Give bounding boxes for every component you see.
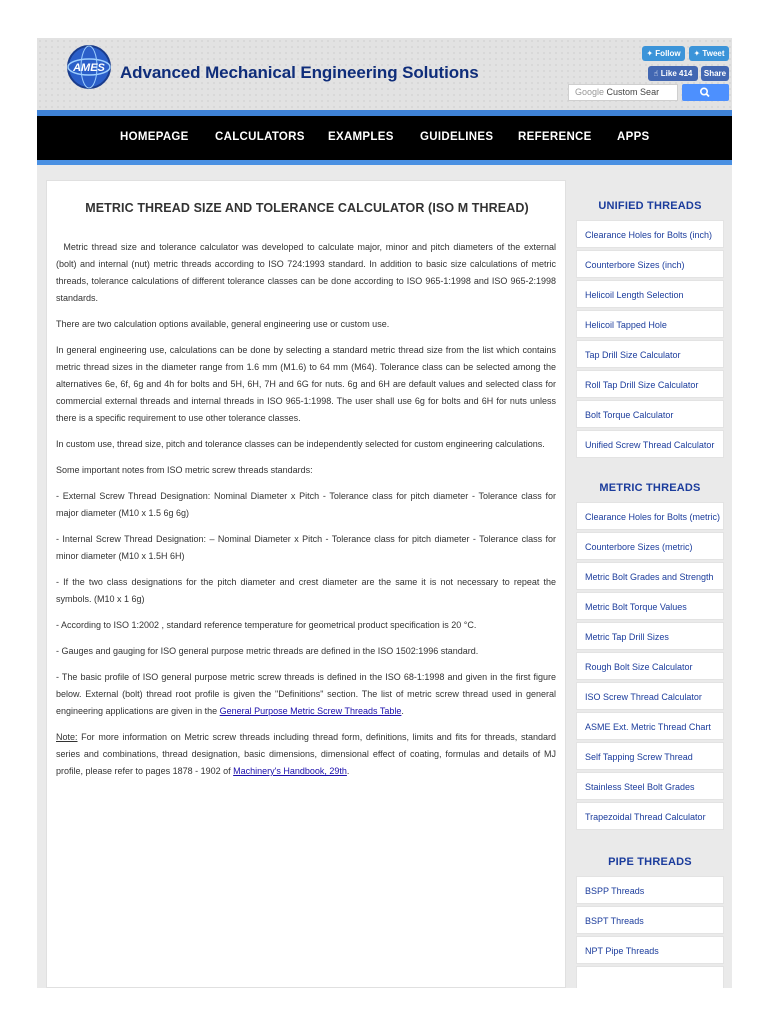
paragraph: [56, 669, 556, 720]
site-title[interactable]: Advanced Mechanical Engineering Solutions: [120, 63, 479, 82]
sidebar-item[interactable]: BSPT Threads: [576, 906, 724, 934]
search-icon: [682, 84, 729, 101]
machinerys-handbook-link[interactable]: Machinery's Handbook, 29th: [233, 766, 347, 776]
article-body: [56, 239, 556, 789]
sidebar-item[interactable]: Bolt Torque Calculator: [576, 400, 724, 428]
paragraph: There are two calculation options available, general engineering use or custom use.: [56, 319, 390, 329]
sidebar-item[interactable]: Metric Tap Drill Sizes: [576, 622, 724, 650]
paragraph-text: .: [346, 766, 350, 776]
paragraph: In general engineering use, calculations can be done by selecting a standard metric thread size from the list which contains metric thread sizes in the diameter range from 1.6 mm (M1.6) to 64 mm (M64). Tolerance class can be selected among the alternatives 6e, 6f, 6g and 4h for bolts and 5H, 6H, 7H and 6G for nuts. 6g and 6H are default values and selected class for commercial external threads and internal threads in ISO 965-1:1998. The user shall use 6g for bolts and 6H for nuts unless there is a specific requirement to use other tolerance classes.: [56, 345, 556, 423]
paragraph-text: .: [401, 706, 404, 716]
paragraph-text: For more information on Metric screw threads including thread form, definitions, limits and fits for threads, standard series and combinations, thread designation, basic dimensions, dimensional effect of coating, formulas and details of MJ profile, please refer to pages 1878 - 1902 of: [56, 732, 556, 776]
sidebar-heading-unified: UNIFIED THREADS: [598, 200, 702, 212]
note-label: Note:: [56, 732, 78, 742]
sidebar-item[interactable]: Unified Screw Thread Calculator: [576, 430, 724, 458]
nav-apps[interactable]: APPS: [617, 131, 650, 143]
tweet-button[interactable]: [689, 46, 729, 61]
sidebar-item[interactable]: Metric Bolt Grades and Strength: [576, 562, 724, 590]
paragraph: - Internal Screw Thread Designation: – Nominal Diameter x Pitch - Tolerance class for pitch diameter - Tolerance class for minor diameter (M10 x 1.5H 6H): [56, 534, 556, 561]
metric-threads-section: [576, 474, 724, 832]
paragraph: - If the two class designations for the pitch diameter and crest diameter are the same it is not necessary to repeat the symbols. (M10 x 1 6g): [56, 577, 556, 604]
sidebar-item[interactable]: Helicoil Length Selection: [576, 280, 724, 308]
sidebar-item[interactable]: Clearance Holes for Bolts (inch): [576, 220, 724, 248]
sidebar-item-empty: [576, 966, 724, 988]
nav-guidelines[interactable]: GUIDELINES: [420, 131, 494, 143]
facebook-share-button[interactable]: Share: [701, 66, 729, 81]
site-header: [37, 38, 732, 110]
sidebar-item[interactable]: Helicoil Tapped Hole: [576, 310, 724, 338]
sidebar-item[interactable]: Trapezoidal Thread Calculator: [576, 802, 724, 830]
sidebar-item[interactable]: Self Tapping Screw Thread: [576, 742, 724, 770]
nav-top-border: [37, 110, 732, 116]
metric-threads-table-link[interactable]: General Purpose Metric Screw Threads Table: [219, 706, 402, 716]
ames-logo[interactable]: [66, 44, 112, 90]
search-button[interactable]: [682, 84, 729, 101]
search-brand: Google: [575, 87, 605, 97]
pipe-threads-section: [576, 848, 724, 988]
main-content: [46, 180, 566, 988]
sidebar-heading-metric: METRIC THREADS: [599, 482, 701, 494]
thumbs-up-icon: ☝: [653, 69, 659, 78]
main-nav: [37, 110, 732, 160]
paragraph: [56, 729, 556, 780]
paragraph: In custom use, thread size, pitch and tolerance classes can be independently selected for custom engineering calculations.: [56, 439, 545, 449]
nav-examples[interactable]: EXAMPLES: [328, 131, 394, 143]
sidebar-item[interactable]: BSPP Threads: [576, 876, 724, 904]
nav-calculators[interactable]: CALCULATORS: [215, 131, 305, 143]
sidebar-item[interactable]: Tap Drill Size Calculator: [576, 340, 724, 368]
nav-bottom-border: [37, 160, 732, 165]
paragraph: [56, 239, 556, 307]
sidebar-item[interactable]: Clearance Holes for Bolts (metric): [576, 502, 724, 530]
nav-reference[interactable]: REFERENCE: [518, 131, 592, 143]
facebook-like-button[interactable]: [648, 66, 698, 81]
search-placeholder: Custom Sear: [606, 87, 660, 97]
follow-label: Follow: [655, 49, 681, 58]
sidebar-item[interactable]: Counterbore Sizes (metric): [576, 532, 724, 560]
sidebar-item[interactable]: Counterbore Sizes (inch): [576, 250, 724, 278]
nav-homepage[interactable]: HOMEPAGE: [120, 131, 189, 143]
sidebar-item[interactable]: ISO Screw Thread Calculator: [576, 682, 724, 710]
paragraph: - According to ISO 1:2002 , standard reference temperature for geometrical product specification is 20 °C.: [56, 620, 477, 630]
sidebar-heading-pipe: PIPE THREADS: [608, 856, 692, 868]
search-input[interactable]: [568, 84, 678, 101]
twitter-bird-icon: ✦: [693, 49, 701, 58]
sidebar: [576, 180, 724, 988]
tweet-label: Tweet: [702, 49, 725, 58]
paragraph: Some important notes from ISO metric screw threads standards:: [56, 465, 313, 475]
sidebar-item[interactable]: Rough Bolt Size Calculator: [576, 652, 724, 680]
sidebar-item[interactable]: ASME Ext. Metric Thread Chart: [576, 712, 724, 740]
sidebar-item[interactable]: Metric Bolt Torque Values: [576, 592, 724, 620]
sidebar-item[interactable]: Roll Tap Drill Size Calculator: [576, 370, 724, 398]
paragraph: - Gauges and gauging for ISO general purpose metric threads are defined in the ISO 1502:1996 standard.: [56, 646, 479, 656]
like-label: Like 414: [660, 69, 693, 78]
unified-threads-section: [576, 192, 724, 460]
sidebar-item[interactable]: NPT Pipe Threads: [576, 936, 724, 964]
paragraph-text: Metric thread size and tolerance calculator was developed to calculate major, minor and pitch diameters of the external (bolt) and internal (nut) metric threads according to ISO 724:1993 standard. In addition to basic size calculations of metric threads, tolerance calculations of different tolerance classes can be done according to ISO 965-1:1998 and ISO 965-2:1998 standards.: [56, 242, 556, 303]
twitter-bird-icon: ✦: [646, 49, 654, 58]
paragraph-text: - The basic profile of ISO general purpose metric screw threads is defined in the ISO 68-1:1998 and given in the first figure below. External (bolt) thread root profile is given the "Definitions" section. The list of metric screw thread used in general engineering applications are given in the: [56, 672, 556, 716]
page-title: METRIC THREAD SIZE AND TOLERANCE CALCULATOR (ISO M THREAD): [85, 201, 529, 215]
page: [37, 38, 732, 988]
sidebar-item[interactable]: Stainless Steel Bolt Grades: [576, 772, 724, 800]
paragraph: - External Screw Thread Designation: Nominal Diameter x Pitch - Tolerance class for pitch diameter - Tolerance class for major diameter (M10 x 1.5 6g 6g): [56, 491, 556, 518]
svg-text:AMES: AMES: [73, 62, 105, 74]
twitter-follow-button[interactable]: [642, 46, 685, 61]
